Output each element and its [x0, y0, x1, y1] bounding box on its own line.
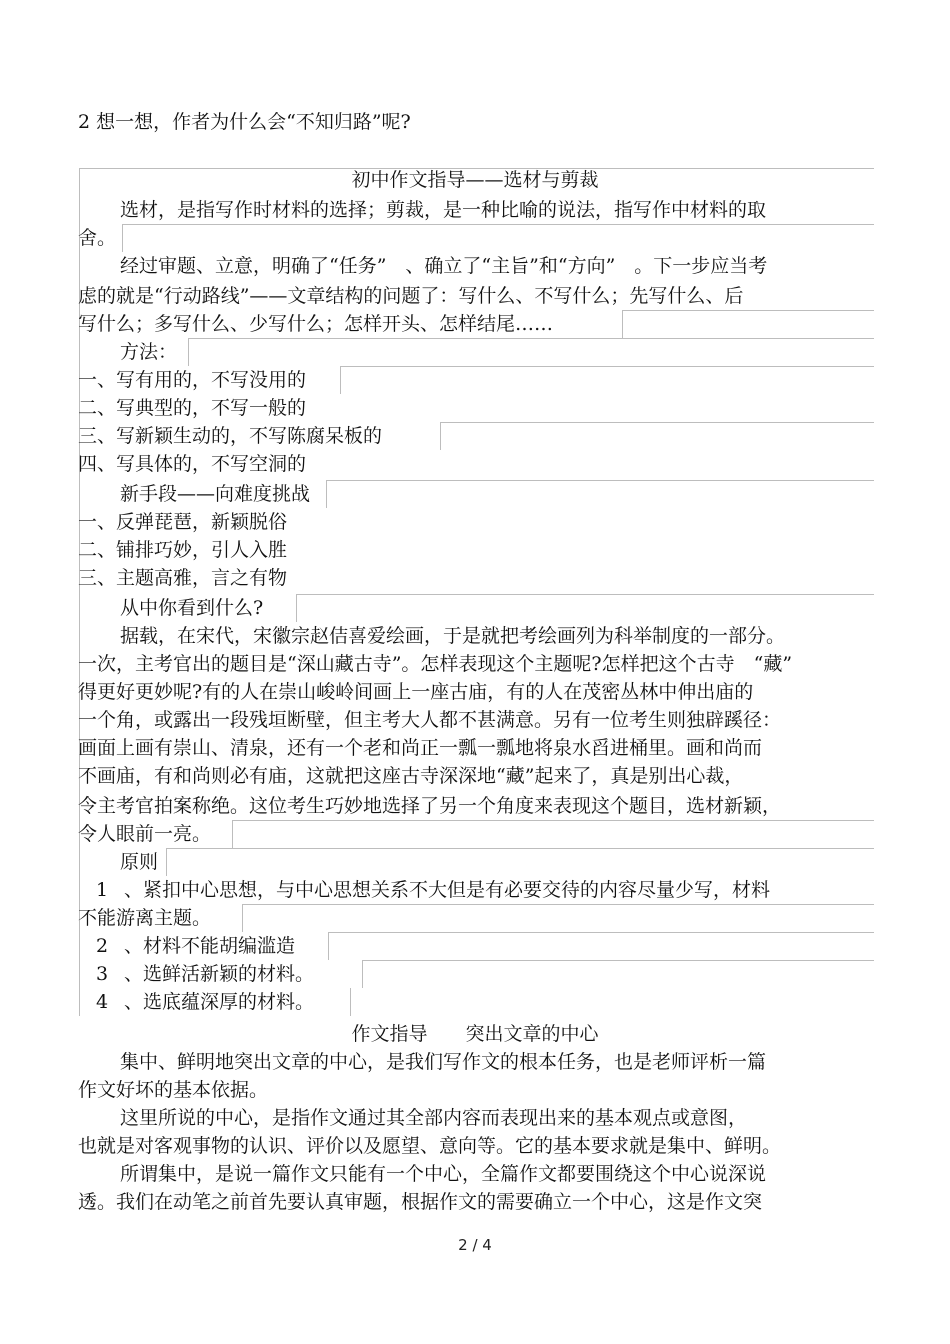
section2-line: 作文好坏的基本依据。: [78, 1079, 269, 1101]
principles-label: 原则: [120, 851, 159, 873]
question-line: 2 想一想，作者为什么会“不知归路”呢?: [78, 111, 411, 133]
section2-line: 这里所说的中心，是指作文通过其全部内容而表现出来的基本观点或意图，: [120, 1107, 748, 1129]
principle-text: 、选鲜活新颖的材料。: [124, 963, 315, 985]
question2-line: 从中你看到什么?: [120, 597, 264, 619]
para2-line: 写什么；多写什么、少写什么；怎样开头、怎样结尾……: [78, 313, 554, 335]
story-line: 一个角，或露出一段残垣断壁，但主考大人都不甚满意。另有一位考生则独辟蹊径：: [78, 709, 782, 731]
para2-line: 虑的就是“行动路线”——文章结构的问题了：写什么、不写什么；先写什么、后: [78, 285, 744, 307]
story-line: 得更好更妙呢?有的人在崇山峻岭间画上一座古庙，有的人在茂密丛林中伸出庙的: [78, 681, 754, 703]
methods-label: 方法：: [120, 341, 178, 363]
principle-text: 、选底蕴深厚的材料。: [124, 991, 315, 1013]
new-means-item: 二、铺排巧妙，引人入胜: [78, 539, 288, 561]
new-means-item: 三、主题高雅，言之有物: [78, 567, 288, 589]
methods-box: [188, 338, 874, 366]
story-line: 令主考官拍案称绝。这位考生巧妙地选择了另一个角度来表现这个题目，选材新颖，: [78, 795, 782, 817]
method-item: 二、写典型的，不写一般的: [78, 397, 307, 419]
new-means-label: 新手段——向难度挑战: [120, 483, 311, 505]
story-line: 画面上画有崇山、清泉，还有一个老和尚正一瓢一瓢地将泉水舀进桶里。画和尚而: [78, 737, 763, 759]
principle-number: 4: [96, 991, 109, 1013]
para2-line: 经过审题、立意，明确了“任务” 、确立了“主旨”和“方向” 。下一步应当考: [120, 255, 768, 277]
principle4-line: [350, 988, 351, 1016]
story-line: 不画庙，有和尚则必有庙，这就把这座古寺深深地“藏”起来了，真是别出心裁，: [78, 765, 744, 787]
section2-line: 也就是对客观事物的认识、评价以及愿望、意向等。它的基本要求就是集中、鲜明。: [78, 1135, 782, 1157]
principle-number: 1: [96, 879, 109, 901]
story-line: 一次，主考官出的题目是“深山藏古寺”。怎样表现这个主题呢?怎样把这个古寺 “藏”: [78, 653, 793, 675]
intro-line: 选材，是指写作时材料的选择；剪裁，是一种比喻的说法，指写作中材料的取: [120, 199, 767, 221]
method-item: 一、写有用的，不写没用的: [78, 369, 307, 391]
story-line: 令人眼前一亮。: [78, 823, 212, 845]
section-title: 初中作文指导——选材与剪裁: [351, 169, 599, 191]
section2-line: 集中、鲜明地突出文章的中心，是我们写作文的根本任务，也是老师评析一篇: [120, 1051, 767, 1073]
method-item: 三、写新颖生动的，不写陈腐呆板的: [78, 425, 383, 447]
principles-box: [166, 848, 874, 876]
principle-number: 3: [96, 963, 109, 985]
section2-line: 所谓集中，是说一篇作文只能有一个中心，全篇作文都要围绕这个中心说深说: [120, 1163, 767, 1185]
section2-title: 作文指导 突出文章的中心: [351, 1023, 599, 1045]
story-line: 据载，在宋代，宋徽宗赵佶喜爱绘画，于是就把考绘画列为科举制度的一部分。: [120, 625, 786, 647]
story-end-box: [232, 820, 874, 848]
principle-number: 2: [96, 935, 109, 957]
newmeans-box: [326, 480, 874, 508]
section2-line: 透。我们在动笔之前首先要认真审题，根据作文的需要确立一个中心，这是作文突: [78, 1191, 763, 1213]
question2-box: [296, 594, 874, 622]
principle-text: 、材料不能胡编滥造: [124, 935, 296, 957]
method-item: 四、写具体的，不写空洞的: [78, 453, 307, 475]
principle1-box: [242, 904, 874, 932]
principle-text: 、紧扣中心思想，与中心思想关系不大但是有必要交待的内容尽量少写，材料: [124, 879, 771, 901]
intro-box: [122, 224, 874, 252]
method3-box: [440, 422, 874, 450]
new-means-item: 一、反弹琵琶，新颖脱俗: [78, 511, 288, 533]
page-number: 2 / 4: [458, 1236, 492, 1254]
principle3-box: [362, 960, 874, 988]
method1-box: [340, 366, 874, 394]
principle-text: 不能游离主题。: [78, 907, 212, 929]
para2-box: [622, 310, 874, 338]
principle2-box: [328, 932, 874, 960]
intro-line: 舍。: [78, 227, 117, 249]
